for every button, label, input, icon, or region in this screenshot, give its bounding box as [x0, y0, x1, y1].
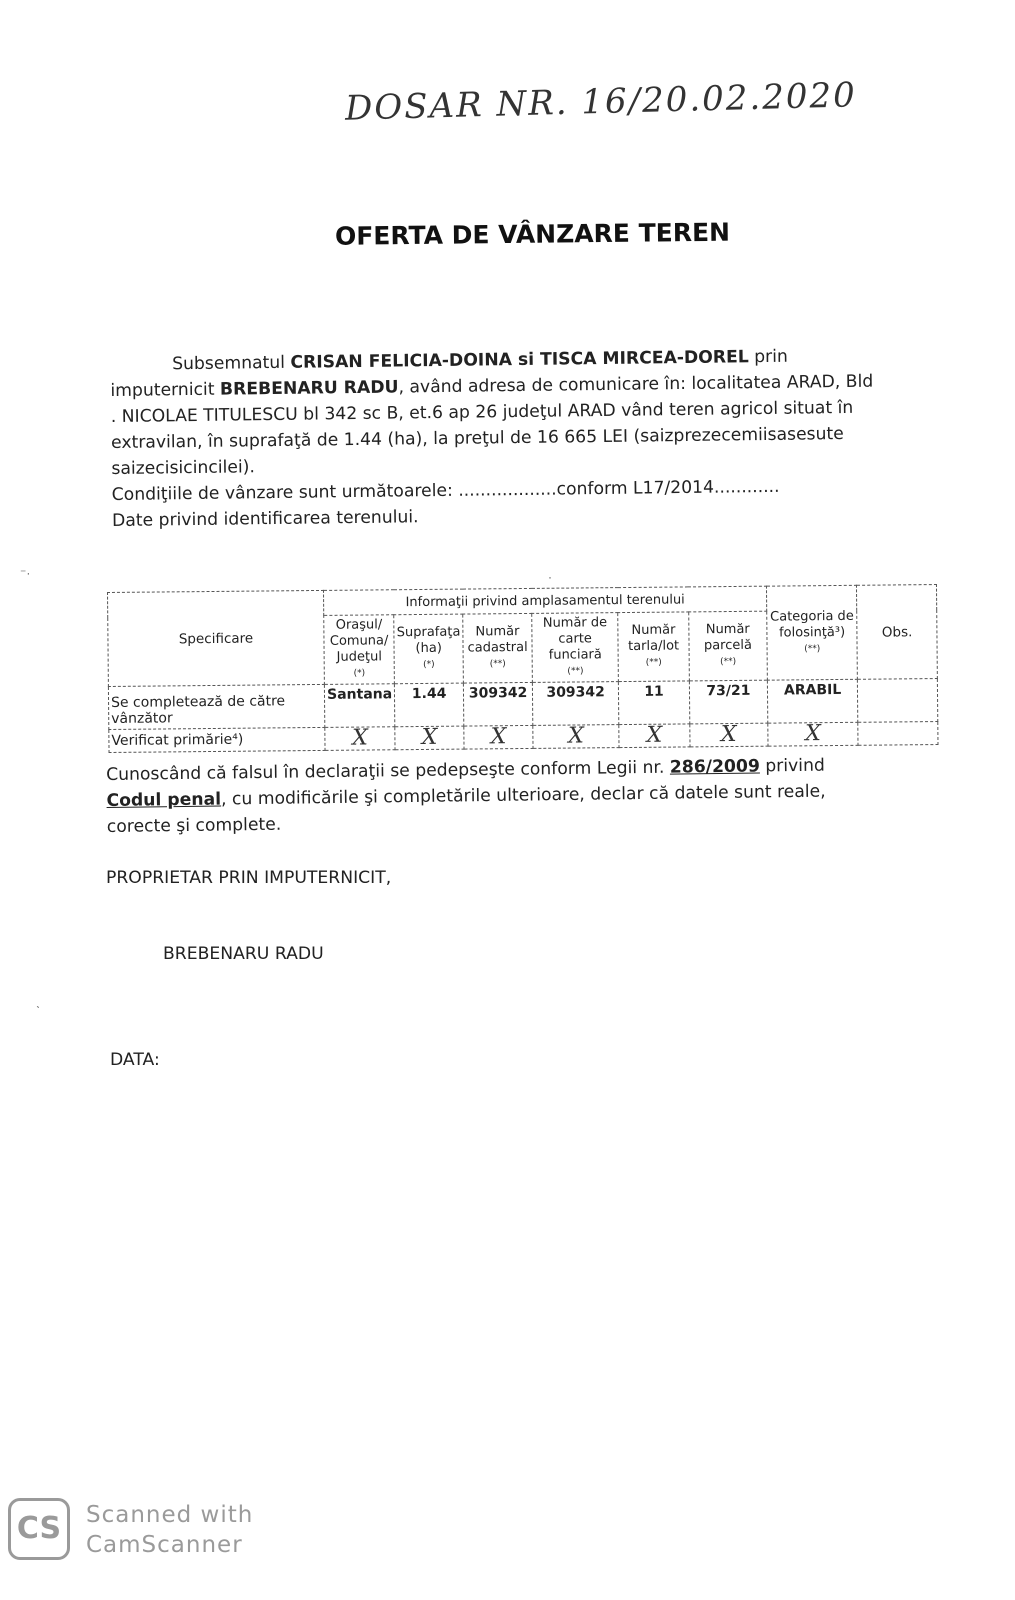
- document-title: OFERTA DE VÂNZARE TEREN: [334, 217, 731, 251]
- land-table-wrapper: [107, 584, 939, 753]
- declaration-paragraph: [106, 751, 957, 840]
- penal-code: Codul penal: [106, 789, 222, 811]
- check-mark: X: [464, 725, 533, 749]
- watermark-line-1: Scanned with: [86, 1502, 254, 1528]
- header-tarla: [618, 612, 689, 682]
- header-suprafata-label: Suprafaţa (ha): [396, 624, 461, 657]
- header-parcela-note: (**): [720, 656, 737, 668]
- header-parcela: [689, 611, 768, 681]
- handwritten-file-number: DOSAR NR. 16/20.02.2020: [344, 75, 858, 129]
- check-mark: X: [619, 724, 690, 748]
- check-mark: X: [395, 726, 464, 750]
- check-mark: X: [768, 722, 859, 746]
- cell-tarla: 11: [619, 681, 690, 725]
- paragraph-line-4: extravilan, în suprafaţă de 1.44 (ha), la preţul de 16 665 LEI (saizprezecemiisasesute: [110, 424, 844, 453]
- signatory-name: BREBENARU RADU: [163, 944, 324, 964]
- paragraph-line-3: . NICOLAE TITULESCU bl 342 sc B, et.6 ap 26 judeţul ARAD vând teren agricol situat în: [110, 397, 854, 427]
- scan-speck: ·: [548, 570, 552, 584]
- row-label-verified: Verificat primărie⁴): [109, 727, 325, 752]
- cell-parcela: 73/21: [689, 680, 768, 724]
- owner-by-proxy-label: PROPRIETAR PRIN IMPUTERNICIT,: [106, 868, 392, 888]
- check-mark: X: [533, 725, 619, 749]
- watermark-line-2: CamScanner: [86, 1532, 243, 1558]
- declaration-privind: privind: [759, 755, 825, 777]
- header-cadastral-label: Număr cadastral: [467, 624, 528, 656]
- cell-cadastral: 309342: [464, 682, 533, 726]
- header-oras-label: Oraşul/ Comuna/ Judeţul: [329, 617, 389, 665]
- declaration-continuation: , cu modificările şi completările ulterioare, declar că datele sunt reale,: [220, 781, 826, 810]
- camscanner-watermark: [86, 1500, 253, 1560]
- header-oras-note: (*): [353, 668, 366, 679]
- header-categoria: [766, 585, 857, 680]
- header-cadastral-note: (**): [489, 659, 506, 670]
- header-categoria-note: (**): [804, 643, 821, 654]
- header-oras: [324, 615, 395, 685]
- text-prin: prin: [748, 346, 788, 368]
- text-address-intro: , având adresa de comunicare în: localitatea ARAD, Bld: [398, 371, 874, 398]
- text-subsemnatul: Subsemnatul: [172, 352, 291, 375]
- header-carte-funciara: [532, 613, 619, 683]
- offer-paragraph: [110, 341, 972, 533]
- paragraph-line-5: saizecisicincilei).: [111, 457, 255, 479]
- header-location-group: Informaţii privind amplasamentul terenului: [324, 586, 767, 615]
- row-label-seller: Se completează de către vânzător: [108, 684, 324, 729]
- date-label: DATA:: [110, 1050, 160, 1070]
- cell-oras: Santana: [324, 684, 394, 728]
- header-cadastral: [463, 613, 533, 683]
- cell-obs-verified: [858, 722, 938, 746]
- owners-names: CRISAN FELICIA-DOINA si TISCA MIRCEA-DOREL: [290, 347, 749, 373]
- cell-suprafata: 1.44: [395, 683, 464, 727]
- header-carte-label: Număr de carte funciară: [542, 615, 608, 663]
- scan-speck: ˋ: [36, 1004, 40, 1018]
- header-obs: Obs.: [857, 585, 938, 680]
- cell-obs: [858, 679, 938, 723]
- header-tarla-note: (**): [645, 657, 662, 668]
- header-carte-note: (**): [567, 666, 584, 677]
- check-mark: X: [690, 723, 768, 747]
- land-identification-heading: Date privind identificarea terenului.: [111, 507, 419, 531]
- header-categoria-label: Categoria de folosinţă³): [770, 608, 854, 641]
- header-parcela-label: Număr parcelă: [703, 621, 753, 654]
- camscanner-logo: CS: [8, 1498, 70, 1560]
- header-suprafata-note: (*): [423, 659, 435, 670]
- sale-conditions: Condiţiile de vânzare sunt următoarele: ..................conform L17/2014............: [111, 476, 780, 505]
- header-tarla-label: Număr tarla/lot: [628, 622, 680, 655]
- text-imputernicit: imputernicit: [110, 379, 221, 401]
- header-specificare: Specificare: [108, 590, 325, 686]
- declaration-intro: Cunoscând că falsul în declaraţii se pedepseşte conform Legii nr.: [106, 757, 670, 785]
- land-data-table: [107, 584, 939, 753]
- scan-speck: ⁻·: [20, 566, 31, 580]
- law-number: 286/2009: [669, 756, 760, 778]
- check-mark: X: [325, 727, 395, 751]
- header-suprafata: [394, 614, 464, 684]
- declaration-line-3: corecte şi complete.: [106, 814, 282, 837]
- cell-carte: 309342: [532, 682, 619, 726]
- agent-name: BREBENARU RADU: [219, 377, 399, 400]
- cell-categoria: ARABIL: [767, 679, 858, 723]
